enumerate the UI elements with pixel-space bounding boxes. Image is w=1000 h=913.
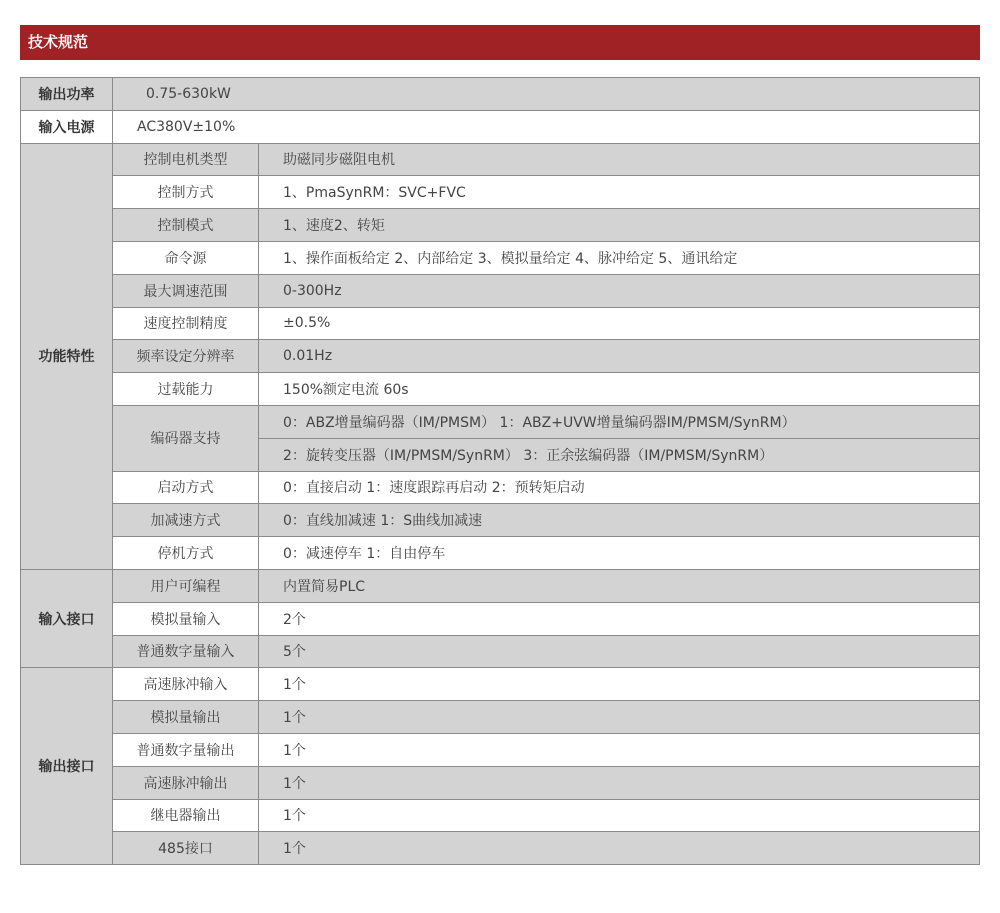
spec-value: 0：直接启动 1：速度跟踪再启动 2：预转矩启动 xyxy=(259,471,980,504)
table-row xyxy=(21,176,980,209)
group-label: 输出接口 xyxy=(21,668,113,865)
spec-value: 1、速度2、转矩 xyxy=(259,209,980,242)
table-row xyxy=(21,504,980,537)
spec-value: 0：直线加减速 1：S曲线加减速 xyxy=(259,504,980,537)
spec-label: 停机方式 xyxy=(113,537,259,570)
spec-label: 频率设定分辨率 xyxy=(113,340,259,373)
spec-label: 速度控制精度 xyxy=(113,307,259,340)
spec-label: 控制方式 xyxy=(113,176,259,209)
spec-value: 0.01Hz xyxy=(259,340,980,373)
spec-value: 1个 xyxy=(259,766,980,799)
spec-value: 助磁同步磁阻电机 xyxy=(259,143,980,176)
spec-label: 模拟量输入 xyxy=(113,602,259,635)
table-row xyxy=(21,241,980,274)
spec-value: 0-300Hz xyxy=(259,274,980,307)
spec-value: ±0.5% xyxy=(259,307,980,340)
table-row xyxy=(21,635,980,668)
spec-label: 命令源 xyxy=(113,241,259,274)
spec-label: 普通数字量输出 xyxy=(113,733,259,766)
table-row xyxy=(21,569,980,602)
spec-value: 5个 xyxy=(259,635,980,668)
group-label: 输入接口 xyxy=(21,569,113,667)
spec-value: 1个 xyxy=(259,668,980,701)
table-row xyxy=(21,209,980,242)
spec-value: 2个 xyxy=(259,602,980,635)
spec-label: 启动方式 xyxy=(113,471,259,504)
spec-label: 控制电机类型 xyxy=(113,143,259,176)
section-title: 技术规范 xyxy=(20,25,980,60)
table-row xyxy=(21,405,980,438)
table-row xyxy=(21,78,980,111)
spec-value: 1、PmaSynRM：SVC+FVC xyxy=(259,176,980,209)
spec-value: 2：旋转变压器（IM/PMSM/SynRM） 3：正余弦编码器（IM/PMSM/SynRM） xyxy=(259,438,980,471)
table-row xyxy=(21,307,980,340)
spec-label: 模拟量输出 xyxy=(113,701,259,734)
spec-value: 1、操作面板给定 2、内部给定 3、模拟量给定 4、脉冲给定 5、通讯给定 xyxy=(259,241,980,274)
spec-value: 1个 xyxy=(259,832,980,865)
table-row xyxy=(21,373,980,406)
spec-label: 高速脉冲输出 xyxy=(113,766,259,799)
table-row xyxy=(21,537,980,570)
table-row xyxy=(21,602,980,635)
spec-label: 继电器输出 xyxy=(113,799,259,832)
spec-value: 150%额定电流 60s xyxy=(259,373,980,406)
table-row xyxy=(21,110,980,143)
spec-value: 1个 xyxy=(259,799,980,832)
table-row xyxy=(21,340,980,373)
table-row xyxy=(21,274,980,307)
table-row xyxy=(21,799,980,832)
spec-value: 内置简易PLC xyxy=(259,569,980,602)
row-value: AC380V±10% xyxy=(113,110,980,143)
spec-value: 0：ABZ增量编码器（IM/PMSM） 1：ABZ+UVW增量编码器IM/PMSM/SynRM） xyxy=(259,405,980,438)
row-value: 0.75-630kW xyxy=(113,78,980,111)
spec-value: 1个 xyxy=(259,701,980,734)
spec-value: 0：减速停车 1：自由停车 xyxy=(259,537,980,570)
row-label: 输入电源 xyxy=(21,110,113,143)
spec-label: 加减速方式 xyxy=(113,504,259,537)
spec-label: 高速脉冲输入 xyxy=(113,668,259,701)
spec-label: 普通数字量输入 xyxy=(113,635,259,668)
table-row xyxy=(21,701,980,734)
spec-label: 控制模式 xyxy=(113,209,259,242)
spec-value: 1个 xyxy=(259,733,980,766)
spec-label: 过载能力 xyxy=(113,373,259,406)
table-row xyxy=(21,471,980,504)
spec-table xyxy=(20,77,980,865)
group-label: 功能特性 xyxy=(21,143,113,569)
spec-label: 编码器支持 xyxy=(113,405,259,471)
spec-label: 最大调速范围 xyxy=(113,274,259,307)
spec-label: 485接口 xyxy=(113,832,259,865)
table-row xyxy=(21,733,980,766)
table-row xyxy=(21,668,980,701)
table-row xyxy=(21,766,980,799)
table-row xyxy=(21,832,980,865)
table-row xyxy=(21,143,980,176)
spec-label: 用户可编程 xyxy=(113,569,259,602)
row-label: 输出功率 xyxy=(21,78,113,111)
